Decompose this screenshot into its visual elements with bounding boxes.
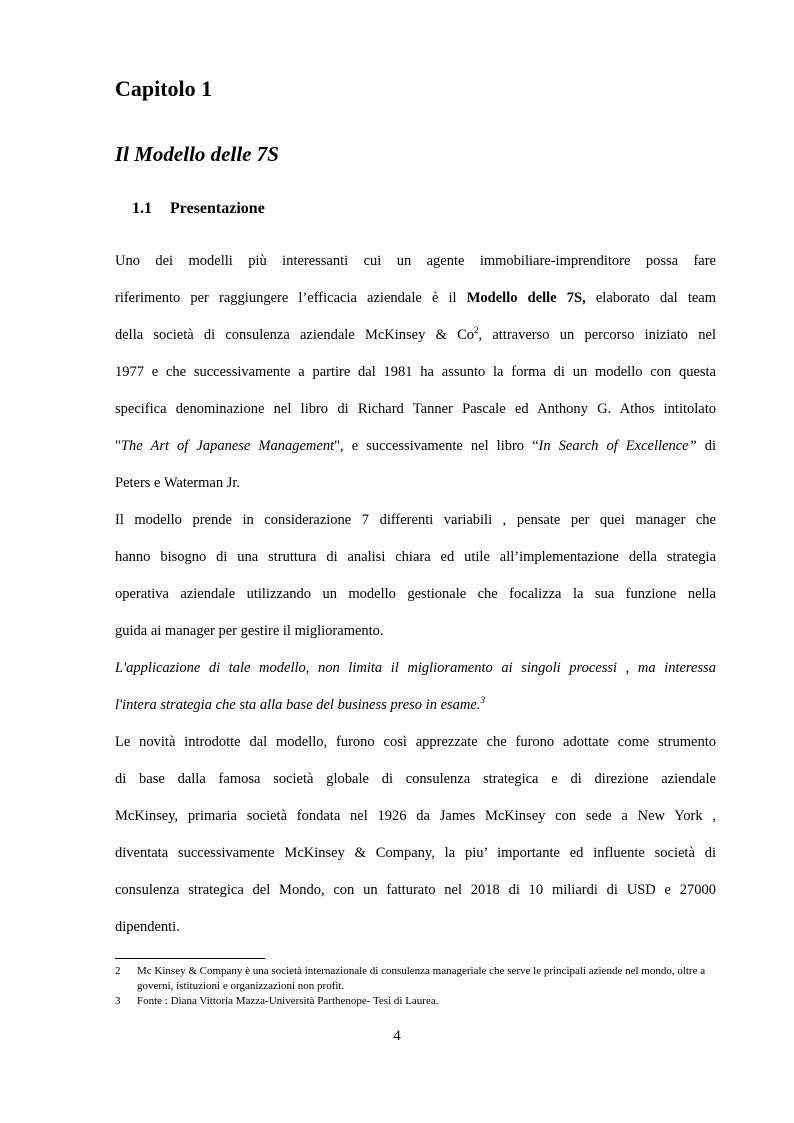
text-line: Il modello prende in considerazione 7 differenti variabili , pensate per quei manager che (115, 512, 716, 528)
text-line: operativa aziendale utilizzando un modello gestionale che focalizza la sua funzione nella (115, 586, 716, 602)
text-line: specifica denominazione nel libro di Richard Tanner Pascale ed Anthony G. Athos intitolato (115, 401, 716, 417)
text-line: Uno dei modelli più interessanti cui un agente immobiliare-imprenditore possa fare (115, 253, 716, 269)
section-title: Presentazione (170, 200, 265, 217)
text-line: hanno bisogno di una struttura di analisi chiara ed utile all’implementazione della strategia (115, 549, 716, 565)
text-line: dipendenti. (115, 919, 180, 935)
model-name-bold: Modello delle 7S, (466, 290, 586, 306)
page-number: 4 (393, 1028, 401, 1044)
text-line: riferimento per raggiungere l’efficacia aziendale è il Modello delle 7S, elaborato dal team (115, 290, 716, 306)
quote-line: l'intera strategia che sta alla base del business preso in esame.$^3$ (115, 695, 485, 713)
book-title-1: The Art of Japanese Management (120, 438, 335, 454)
book-title-2: In Search of Excellence” (538, 438, 697, 454)
footnote (115, 964, 725, 994)
text-line: consulenza strategica del Mondo, con un fatturato nel 2018 di 10 miliardi di USD e 27000 (115, 882, 716, 898)
text-line: guida ai manager per gestire il miglioramento. (115, 623, 384, 639)
text-line: diventata successivamente McKinsey & Company, la piu’ importante ed influente società di (115, 845, 716, 861)
text-line: McKinsey, primaria società fondata nel 1926 da James McKinsey con sede a New York , (115, 808, 716, 824)
footnotes (115, 964, 725, 1009)
text-line: Peters e Waterman Jr. (115, 475, 240, 491)
footnote-separator (115, 958, 265, 959)
footnote-number: 2 (115, 965, 121, 977)
footnote-ref-3: 3 (480, 695, 485, 705)
paragraph-intro (115, 243, 716, 946)
text-line: della società di consulenza aziendale McKinsey & Co$^2$, attraverso un percorso iniziato nel (115, 325, 716, 343)
footnote-text: Fonte : Diana Vittoria Mazza-Università Parthenope- Tesi di Laurea. (137, 995, 439, 1007)
chapter-title: Capitolo 1 (115, 76, 213, 101)
footnote (115, 994, 725, 1009)
text-line: "The Art of Japanese Management", e successivamente nel libro “In Search of Excellence” di (115, 438, 716, 454)
footnote-number: 3 (115, 995, 121, 1007)
quote-line: L'applicazione di tale modello, non limita il miglioramento ai singoli processi , ma interessa (115, 660, 716, 676)
footnote-text: Mc Kinsey & Company è una società internazionale di consulenza manageriale che serve le principali aziende nel mondo, oltre a governi, istituzioni e organizzazioni non profit. (137, 965, 706, 992)
text-line: Le novità introdotte dal modello, furono così apprezzate che furono adottate come strumento (115, 734, 716, 750)
chapter-subtitle: Il Modello delle 7S (115, 142, 279, 166)
section-number: 1.1 (132, 200, 152, 217)
text-line: 1977 e che successivamente a partire dal 1981 ha assunto la forma di un modello con questa (115, 364, 716, 380)
text-line: di base dalla famosa società globale di consulenza strategica e di direzione aziendale (115, 771, 716, 787)
section-heading (132, 200, 265, 218)
footnote-ref-2: 2 (474, 325, 479, 335)
